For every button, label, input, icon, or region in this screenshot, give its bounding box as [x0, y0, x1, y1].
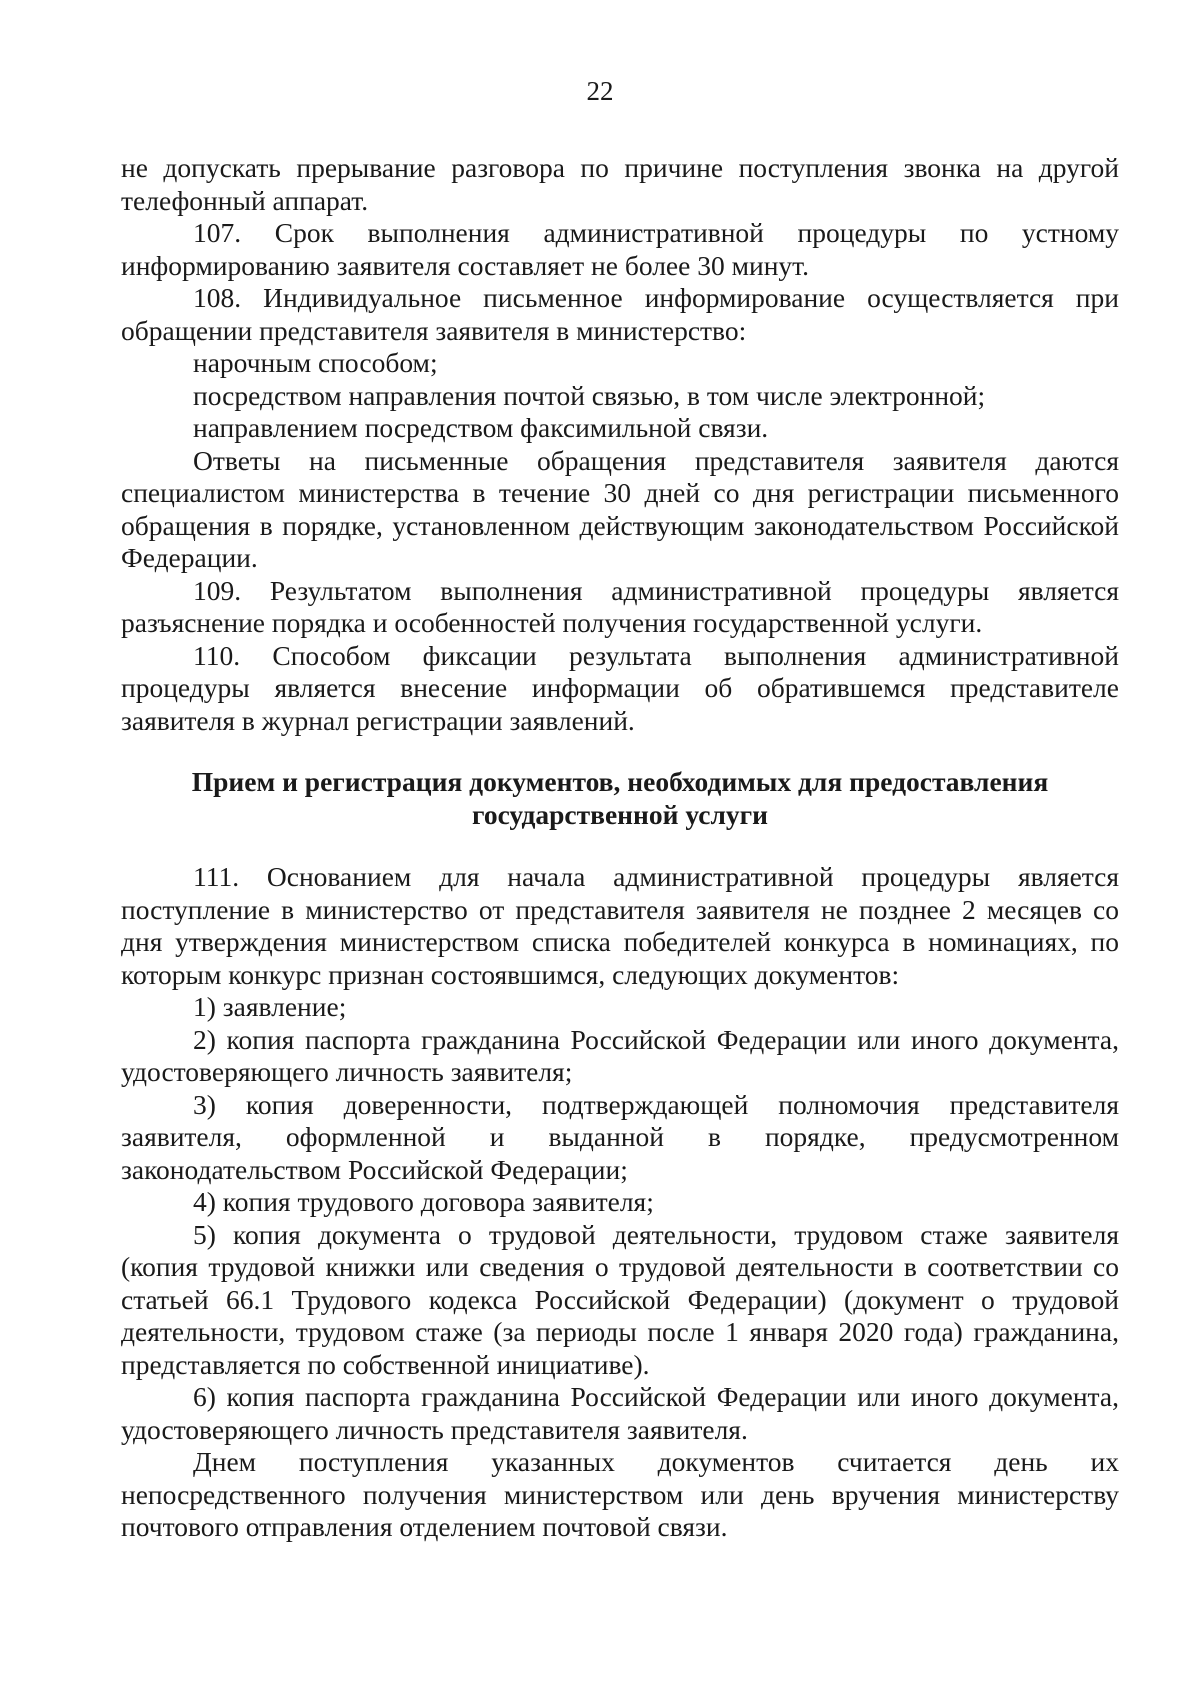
list-item-5: 5) копия документа о трудовой деятельности, трудовом стаже заявителя (копия трудовой книжки или сведения о трудовой деятельности в соответствии со статьей 66.1 Трудового кодекса Российской Федерации) (документ о трудовой деятельности, трудовом стаже (за периоды после 1 января 2020 года) гражданина, представляется по собственной инициативе).	[121, 1218, 1119, 1380]
section-heading-line-1: Прием и регистрация документов, необходимых для предоставления	[191, 766, 1049, 797]
list-item-courier: нарочным способом;	[193, 347, 438, 378]
paragraph-108: 108. Индивидуальное письменное информирование осуществляется при обращении представителя заявителя в министерство:	[121, 282, 1119, 346]
paragraph-0: не допускать прерывание разговора по причине поступления звонка на другой телефонный аппарат.	[121, 152, 1119, 216]
section-heading	[121, 765, 1119, 831]
paragraph-answers: Ответы на письменные обращения представителя заявителя даются специалистом министерства в течение 30 дней со дня регистрации письменного обращения в порядке, установленном действующим законодательством Российской Федерации.	[121, 444, 1119, 573]
list-item-2: 2) копия паспорта гражданина Российской Федерации или иного документа, удостоверяющего личность заявителя;	[121, 1023, 1119, 1087]
list-item-6: 6) копия паспорта гражданина Российской Федерации или иного документа, удостоверяющего личность представителя заявителя.	[121, 1381, 1119, 1445]
text-block-procedure-107-110	[121, 152, 1119, 737]
list-item-1: 1) заявление;	[193, 991, 347, 1022]
paragraph-110: 110. Способом фиксации результата выполнения административной процедуры является внесение информации об обратившемся представителе заявителя в журнал регистрации заявлений.	[121, 639, 1119, 736]
list-item-post: посредством направления почтой связью, в том числе электронной;	[193, 379, 986, 411]
paragraph-107: 107. Срок выполнения административной процедуры по устному информированию заявителя составляет не более 30 минут.	[121, 217, 1119, 281]
page-number: 22	[586, 76, 614, 106]
paragraph-109: 109. Результатом выполнения административной процедуры является разъяснение порядка и особенностей получения государственной услуги.	[121, 574, 1119, 638]
section-heading-line-2: государственной услуги	[472, 799, 768, 830]
list-item-fax: направлением посредством факсимильной связи.	[193, 412, 769, 443]
text-block-procedure-111	[121, 861, 1119, 1544]
paragraph-receipt-date: Днем поступления указанных документов считается день их непосредственного получения министерством или день вручения министерству почтового отправления отделением почтовой связи.	[121, 1446, 1119, 1542]
list-item-4: 4) копия трудового договора заявителя;	[193, 1186, 654, 1217]
list-item-3: 3) копия доверенности, подтверждающей полномочия представителя заявителя, оформленной и выданной в порядке, предусмотренном законодательством Российской Федерации;	[121, 1088, 1119, 1185]
paragraph-111: 111. Основанием для начала административной процедуры является поступление в министерство от представителя заявителя не позднее 2 месяцев со дня утверждения министерством списка победителей конкурса в номинациях, по которым конкурс признан состоявшимся, следующих документов:	[121, 861, 1119, 990]
